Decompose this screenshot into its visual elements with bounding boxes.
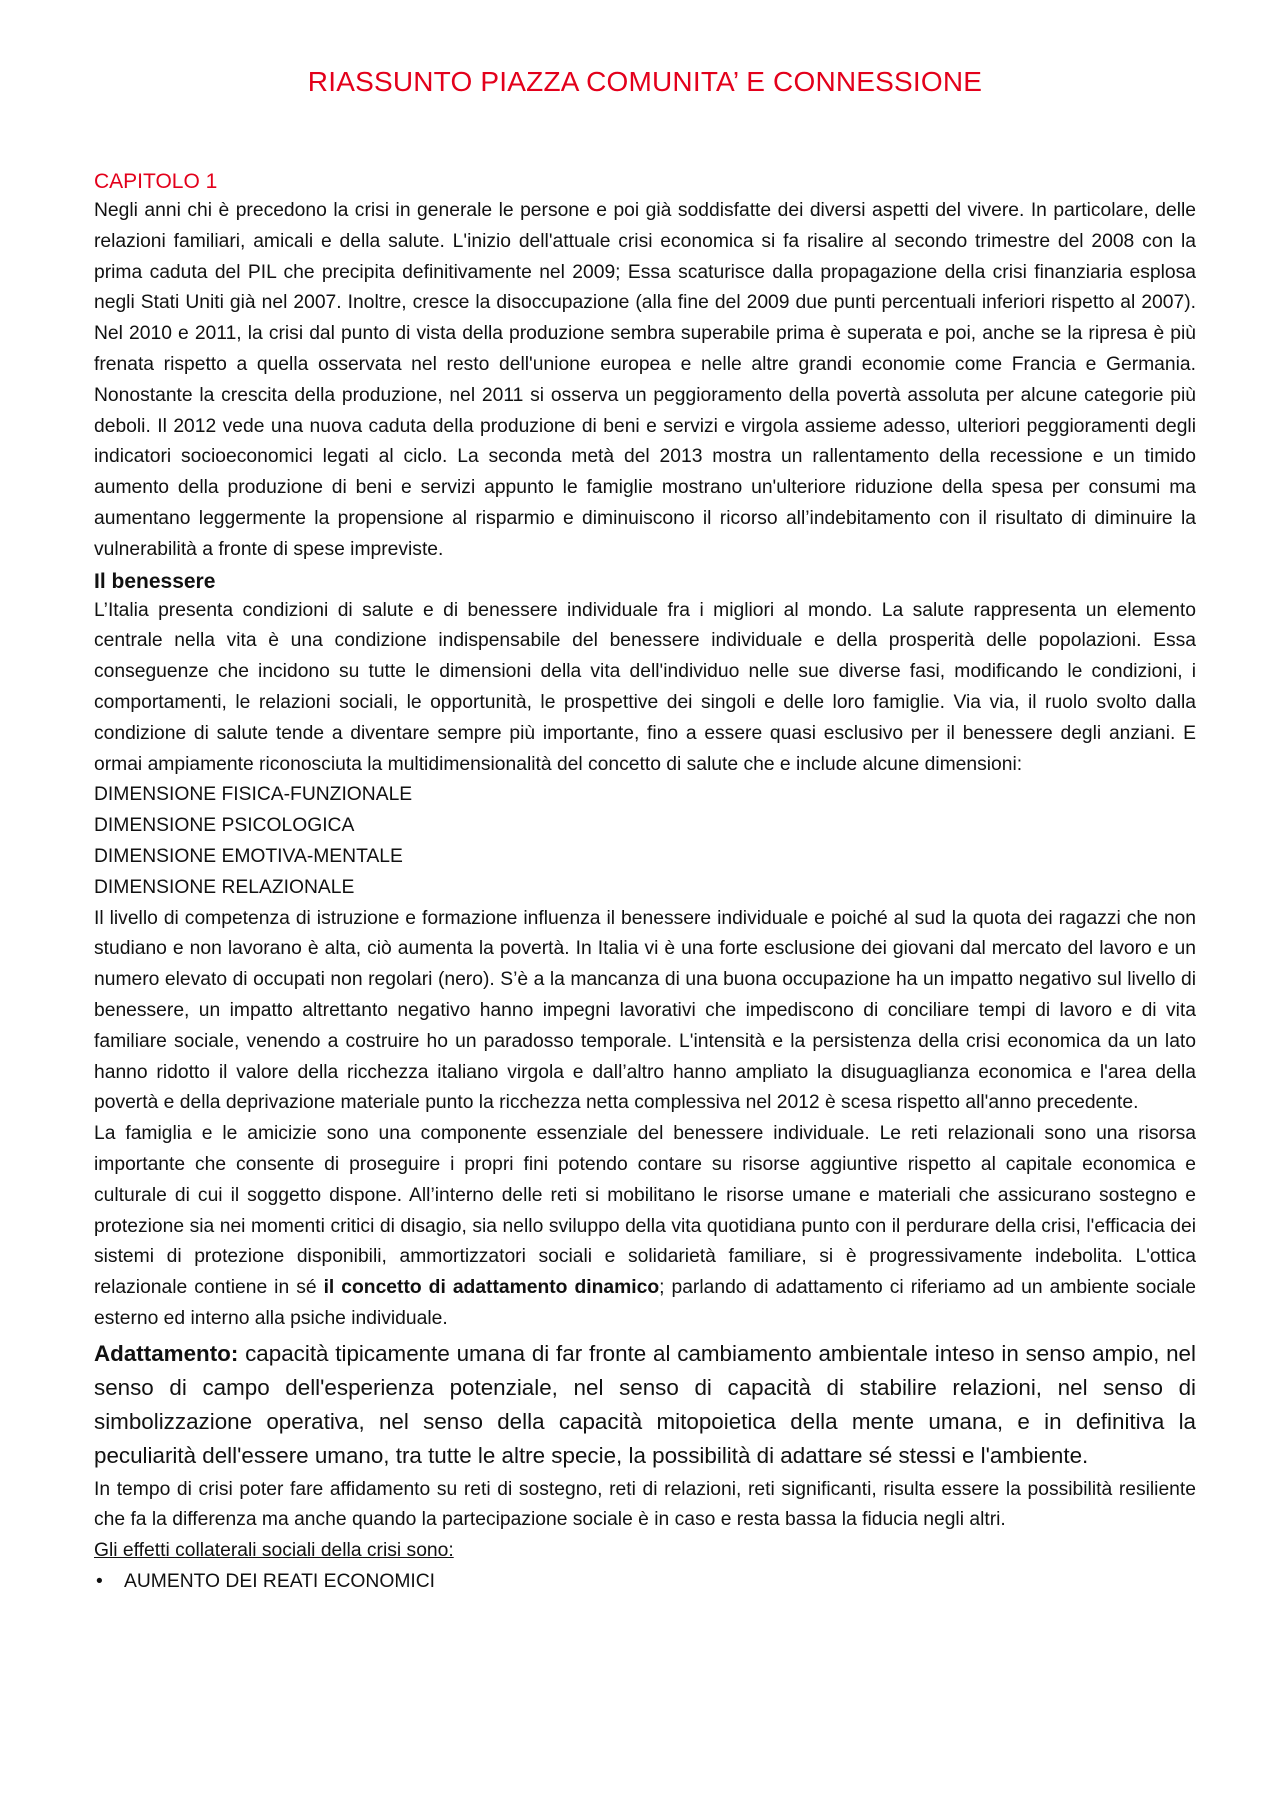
effects-list — [94, 1567, 1196, 1598]
dimension-item: DIMENSIONE EMOTIVA-MENTALE — [94, 845, 403, 867]
wellbeing-paragraph: L’Italia presenta condizioni di salute e di benessere individuale fra i migliori al mondo. La salute rappresenta un elemento centrale nella vita è una condizione indispensabile del benessere individuale e della prosperità delle popolazioni. Essa conseguenze che incidono su tutte le dimensioni della vita dell'individuo nelle sue diverse fasi, modificando le condizioni, i comportamenti, le relazioni sociali, le opportunità, le prospettive dei singoli e delle loro famiglie. Via via, il ruolo svolto dalla condizione di salute tende a diventare sempre più importante, fino a essere quasi esclusivo per il benessere degli anziani. E ormai ampiamente riconosciuta la multidimensionalità del concetto di salute che e include alcune dimensioni: — [94, 599, 1196, 775]
family-paragraph-tail: ; parlando di adattamento ci riferiamo ad un ambiente sociale esterno ed interno alla psiche individuale. — [94, 1277, 1196, 1329]
effects-heading: Gli effetti collaterali sociali della crisi sono: — [94, 1540, 454, 1562]
document-title: RIASSUNTO PIAZZA COMUNITA’ E CONNESSIONE — [307, 66, 983, 97]
education-paragraph: Il livello di competenza di istruzione e formazione influenza il benessere individuale e poiché al sud la quota dei ragazzi che non studiano e non lavorano è alta, ciò aumenta la povertà. In Italia vi è una forte esclusione dei giovani dal mercato del lavoro e un numero elevato di occupati non regolari (nero). S’è a la mancanza di una buona occupazione ha un impatto negativo sul livello di benessere, un impatto altrettanto negativo hanno impegni lavorativi che impediscono di conciliare tempi di lavoro e di vita familiare sociale, venendo a costruire ho un paradosso temporale. L'intensità e la persistenza della crisi economica da un lato hanno ridotto il valore della ricchezza italiano virgola e dall’altro hanno ampliato la disuguaglianza economica e l'area della povertà e della deprivazione materiale punto la ricchezza netta complessiva nel 2012 è scesa rispetto all'anno precedente. — [94, 907, 1196, 1114]
adaptation-term: Adattamento: — [94, 1340, 239, 1366]
family-paragraph-text: La famiglia e le amicizie sono una componente essenziale del benessere individuale. Le reti relazionali sono una risorsa importante che consente di proseguire i propri fini potendo contare su risorse aggiuntive rispetto al capitale economica e culturale di cui il soggetto dispone. All’interno delle reti si mobilitano le risorse umane e materiali che assicurano sostegno e protezione sia nei momenti critici di disagio, sia nello sviluppo della vita quotidiana punto con il perdurare della crisi, l'efficacia dei sistemi di protezione disponibili, ammortizzatori sociali e solidarietà familiare, si è progressivamente indebolita. L'ottica relazionale contiene in sé — [94, 1123, 1196, 1299]
dimension-item: DIMENSIONE PSICOLOGICA — [94, 815, 355, 837]
bullet-icon: • — [96, 1571, 103, 1593]
adaptation-paragraph — [94, 1337, 1196, 1473]
dimensions-list — [94, 780, 1196, 903]
intro-paragraph: Negli anni chi è precedono la crisi in generale le persone e poi già soddisfatte dei diversi aspetti del vivere. In particolare, delle relazioni familiari, amicali e della salute. L'inizio dell'attuale crisi economica si fa risalire al secondo trimestre del 2008 con la prima caduta del PIL che precipita definitivamente nel 2009; Essa scaturisce dalla propagazione della crisi finanziaria esplosa negli Stati Uniti già nel 2007. Inoltre, cresce la disoccupazione (alla fine del 2009 due punti percentuali inferiori rispetto al 2007). Nel 2010 e 2011, la crisi dal punto di vista della produzione sembra superabile prima è superata e poi, anche se la ripresa è più frenata rispetto a quella osservata nel resto dell'unione europea e nelle altre grandi economie come Francia e Germania. Nonostante la crescita della produzione, nel 2011 si osserva un peggioramento della povertà assoluta per alcune categorie più deboli. Il 2012 vede una nuova caduta della produzione di beni e servizi e virgola assieme adesso, ulteriori peggioramenti degli indicatori socioeconomici legati al ciclo. La seconda metà del 2013 mostra un rallentamento della recessione e un timido aumento della produzione di beni e servizi appunto le famiglie mostrano un'ulteriore riduzione della spesa per consumi ma aumentano leggermente la propensione al risparmio e diminuiscono il ricorso all’indebitamento con il risultato di diminuire la vulnerabilità a fronte di spese impreviste. — [94, 200, 1196, 560]
family-paragraph — [94, 1119, 1196, 1335]
family-paragraph-bold: il concetto di adattamento dinamico — [323, 1277, 660, 1299]
dimension-item: DIMENSIONE FISICA-FUNZIONALE — [94, 784, 413, 806]
chapter-heading: CAPITOLO 1 — [94, 170, 218, 193]
crisis-paragraph: In tempo di crisi poter fare affidamento su reti di sostegno, reti di relazioni, reti significanti, risulta essere la possibilità resiliente che fa la differenza ma anche quando la partecipazione sociale è in caso e resta bassa la fiducia negli altri. — [94, 1478, 1196, 1531]
section-heading-benessere: Il benessere — [94, 569, 216, 593]
effects-list-item — [94, 1567, 1196, 1598]
effects-item-text: AUMENTO DEI REATI ECONOMICI — [124, 1571, 436, 1593]
dimension-item: DIMENSIONE RELAZIONALE — [94, 876, 355, 898]
adaptation-definition: capacità tipicamente umana di far fronte al cambiamento ambientale inteso in senso ampio, nel senso di campo dell'esperienza potenziale, nel senso di capacità di stabilire relazioni, nel senso di simbolizzazione operativa, nel senso della capacità mitopoietica della mente umana, e in definitiva la peculiarità dell'essere umano, tra tutte le altre specie, la possibilità di adattare sé stessi e l'ambiente. — [94, 1340, 1196, 1468]
